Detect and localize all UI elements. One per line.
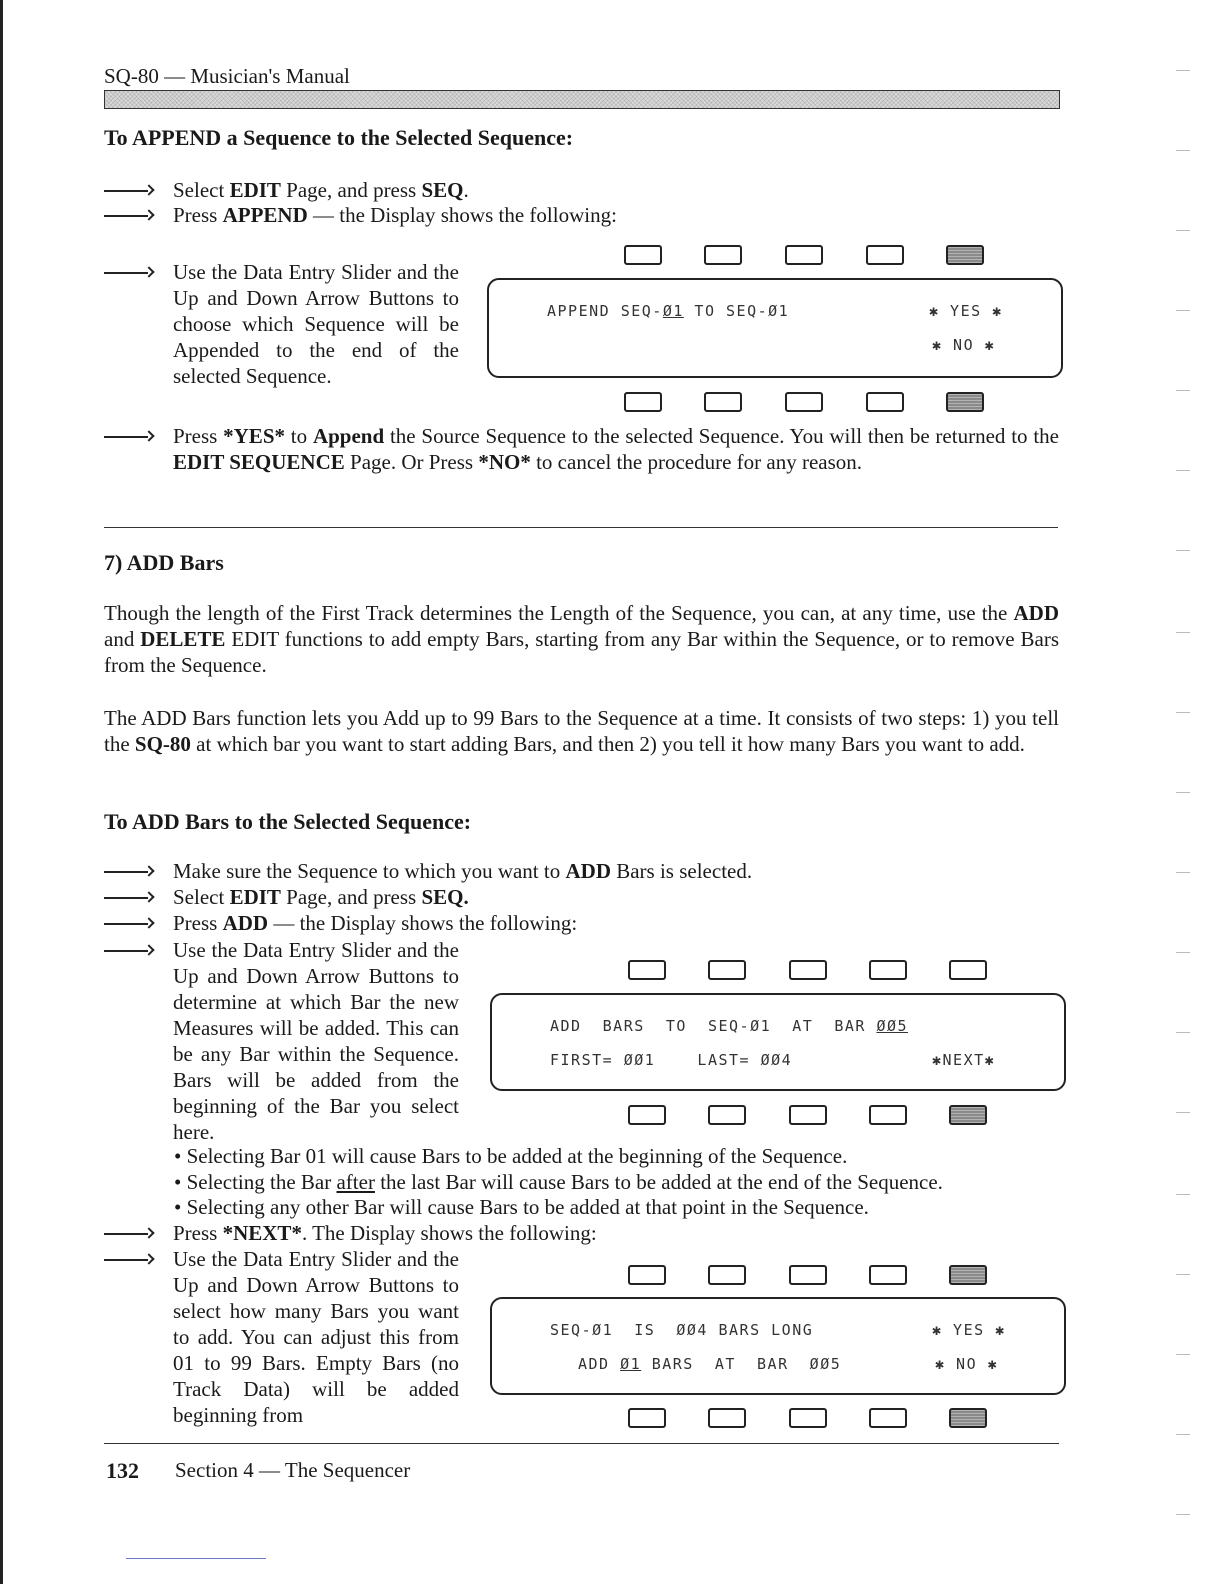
soft-button[interactable] [708,1265,746,1285]
soft-button-lit[interactable] [949,1408,987,1428]
margin-tick [1176,310,1190,311]
soft-button[interactable] [624,392,662,412]
add-step-2: Select EDIT Page, and press SEQ. [173,885,469,909]
running-header: SQ-80 — Musician's Manual [104,64,350,88]
margin-tick [1176,1354,1190,1355]
add-para-2: The ADD Bars function lets you Add up to 99 Bars to the Sequence at a time. It consists of two steps: 1) you tell the SQ-80 at which bar you want to start adding Bars, and then 2) you tell it how many Bars you want to add. [104,706,1059,756]
soft-button[interactable] [624,245,662,265]
soft-button[interactable] [869,1105,907,1125]
soft-button[interactable] [785,245,823,265]
bullet-2: • Selecting the Bar after the last Bar will cause Bars to be added at the end of the Sequence. [174,1170,943,1194]
soft-button[interactable] [704,392,742,412]
soft-button[interactable] [628,1105,666,1125]
next-softkey-label[interactable]: ✱NEXT✱ [932,1051,996,1069]
soft-button[interactable] [789,960,827,980]
margin-tick [1176,230,1190,231]
soft-button[interactable] [866,245,904,265]
soft-button-lit[interactable] [949,1265,987,1285]
margin-tick [1176,150,1190,151]
section-title: Section 4 — The Sequencer [175,1458,411,1482]
add-step-5: Press *NEXT*. The Display shows the following: [173,1221,597,1245]
add-step-4: Use the Data Entry Slider and the Up and Down Arrow Buttons to determine at which Bar the new Measures will be added. This can be any Bar within the Sequence. Bars will be added from the beginning of the Bar you select here. [173,938,459,1144]
bullet-1: • Selecting Bar 01 will cause Bars to be added at the beginning of the Sequence. [174,1144,848,1168]
display-line-2: ADD Ø1 BARS AT BAR ØØ5 [578,1355,842,1373]
soft-button-lit[interactable] [946,245,984,265]
margin-tick [1176,1194,1190,1195]
append-step-1: Select EDIT Page, and press SEQ. [173,178,469,202]
soft-button[interactable] [628,1408,666,1428]
margin-tick [1176,70,1190,71]
margin-tick [1176,1032,1190,1033]
margin-tick [1176,470,1190,471]
margin-tick [1176,872,1190,873]
add-step-3: Press ADD — the Display shows the following: [173,911,578,935]
soft-button[interactable] [785,392,823,412]
display-line-1: APPEND SEQ-Ø1 TO SEQ-Ø1 [547,302,790,320]
bar-count-display [490,1297,1066,1395]
yes-softkey-label[interactable]: ✱ YES ✱ [932,1321,1006,1339]
margin-tick [1176,1274,1190,1275]
margin-tick [1176,1434,1190,1435]
append-step-4: Press *YES* to Append the Source Sequence to the selected Sequence. You will then be returned to the EDIT SEQUENCE Page. Or Press *NO* to cancel the procedure for any reason. [173,424,1059,474]
append-step-3: Use the Data Entry Slider and the Up and Down Arrow Buttons to choose which Sequence will be Appended to the end of the selected Sequence. [173,260,459,388]
soft-button-lit[interactable] [949,1105,987,1125]
append-display [487,278,1063,378]
margin-tick [1176,1514,1190,1515]
soft-button[interactable] [866,392,904,412]
soft-button[interactable] [869,1408,907,1428]
yes-softkey-label[interactable]: ✱ YES ✱ [929,302,1003,320]
margin-tick [1176,952,1190,953]
soft-button[interactable] [789,1408,827,1428]
soft-button[interactable] [789,1105,827,1125]
margin-tick [1176,712,1190,713]
soft-button[interactable] [789,1265,827,1285]
margin-tick [1176,792,1190,793]
soft-button[interactable] [708,960,746,980]
section-divider [104,527,1058,528]
append-step-2: Press APPEND — the Display shows the following: [173,203,617,227]
scan-artifact-line [126,1558,266,1559]
add-bars-title: 7) ADD Bars [104,550,224,575]
bullet-3: • Selecting any other Bar will cause Bars to be added at that point in the Sequence. [174,1195,869,1219]
soft-button[interactable] [628,1265,666,1285]
add-para-1: Though the length of the First Track determines the Length of the Sequence, you can, at any time, use the ADD and DELETE EDIT functions to add empty Bars, starting from any Bar within the Sequence, or to remove Bars from the Sequence. [104,601,1059,677]
soft-button-lit[interactable] [946,392,984,412]
margin-tick [1176,632,1190,633]
page-number: 132 [106,1458,139,1483]
add-step-6: Use the Data Entry Slider and the Up and Down Arrow Buttons to select how many Bars you want to add. You can adjust this from 01 to 99 Bars. Empty Bars (no Track Data) will be added beginning from [173,1247,459,1427]
soft-button[interactable] [704,245,742,265]
soft-button[interactable] [949,960,987,980]
no-softkey-label[interactable]: ✱ NO ✱ [932,336,996,354]
soft-button[interactable] [708,1408,746,1428]
soft-button[interactable] [628,960,666,980]
add-step-1: Make sure the Sequence to which you want to ADD Bars is selected. [173,859,753,883]
add-bars-display [490,993,1066,1091]
page-left-edge [0,0,3,1584]
display-line-1: SEQ-Ø1 IS ØØ4 BARS LONG [550,1321,814,1339]
no-softkey-label[interactable]: ✱ NO ✱ [935,1355,999,1373]
margin-tick [1176,1112,1190,1113]
soft-button[interactable] [869,1265,907,1285]
display-line-1: ADD BARS TO SEQ-Ø1 AT BAR ØØ5 [550,1017,909,1035]
append-heading: To APPEND a Sequence to the Selected Sequence: [104,125,574,150]
soft-button[interactable] [708,1105,746,1125]
footer-rule [104,1443,1059,1444]
add-heading: To ADD Bars to the Selected Sequence: [104,809,472,834]
display-line-2: FIRST= ØØ1 LAST= ØØ4 [550,1051,793,1069]
margin-tick [1176,390,1190,391]
header-shade-bar [104,90,1060,109]
soft-button[interactable] [869,960,907,980]
margin-tick [1176,550,1190,551]
